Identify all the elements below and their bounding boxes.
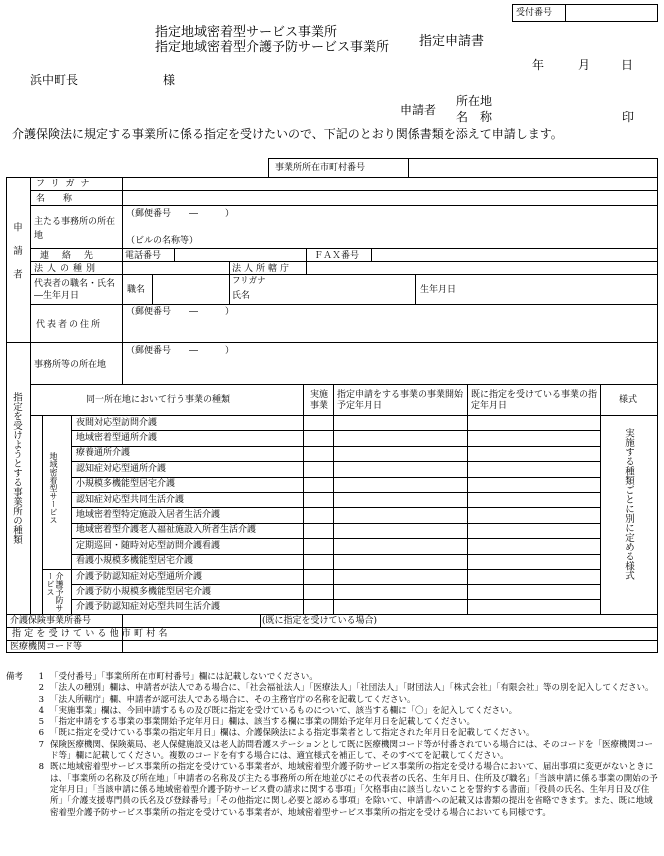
service-row-label: 地域密着型通所介護	[76, 432, 158, 443]
seal-mark: 印	[622, 110, 635, 124]
form-note: 実施する種類ごとに別に定める様式	[623, 428, 634, 580]
service-implementation-cell[interactable]	[304, 539, 333, 553]
note-number: 8	[38, 762, 44, 773]
addressee: 浜中町長	[30, 73, 79, 87]
col-start-header: 指定申請をする事業の事業開始予定年月日	[337, 390, 464, 411]
service-start-cell[interactable]	[334, 539, 467, 553]
notes-section	[6, 672, 658, 819]
service-implementation-cell[interactable]	[304, 508, 333, 522]
main-office-postal: （郵便番号 ― ）	[126, 209, 235, 219]
service-existing-cell[interactable]	[468, 524, 600, 538]
service-implementation-cell[interactable]	[304, 524, 333, 538]
name-label-cell: 名 称	[36, 194, 73, 204]
office-location-input[interactable]	[123, 358, 657, 382]
service-existing-cell[interactable]	[468, 508, 600, 522]
service-start-cell[interactable]	[334, 447, 467, 461]
service-start-cell[interactable]	[334, 462, 467, 476]
rep-address-postal: （郵便番号 ― ）	[126, 307, 235, 317]
service-existing-cell[interactable]	[468, 585, 600, 599]
medical-code-label: 医療機関コード等	[10, 642, 83, 652]
col-service-header: 同一所在地において行う事業の種類	[86, 395, 231, 405]
note-number: 5	[38, 717, 44, 728]
other-municipality-input[interactable]	[123, 628, 657, 640]
service-existing-cell[interactable]	[468, 555, 600, 569]
col-existing-header: 既に指定を受けている事業の指定年月日	[471, 390, 598, 411]
note-number: 4	[38, 705, 44, 716]
note-text: 保険医療機関、保険薬局、老人保健施設又は老人訪問看護ステーションとして既に医療機関コード等が付番されている場合には、そのコードを「医療機関コード等」欄に記載してください。複数のコードを有する場合には、適宜様式を補正して、そのすべてを記載してください。	[50, 739, 653, 762]
insurance-number-input[interactable]	[123, 615, 259, 627]
service-row-label: 介護予防認知症対応型共同生活介護	[76, 601, 221, 612]
corp-type-label: 法人の種別	[34, 264, 100, 274]
corp-type-input[interactable]	[123, 262, 228, 274]
rep-furigana-label: フリガナ	[232, 276, 266, 286]
service-implementation-cell[interactable]	[304, 585, 333, 599]
service-start-cell[interactable]	[334, 508, 467, 522]
insurance-number-label: 介護保険事業所番号	[10, 616, 92, 626]
service-implementation-cell[interactable]	[304, 600, 333, 614]
service-row-label: 介護予防認知症対応型通所介護	[76, 571, 203, 582]
service-implementation-cell[interactable]	[304, 416, 333, 430]
note-number: 6	[38, 728, 44, 739]
note-item	[6, 672, 658, 683]
service-start-cell[interactable]	[334, 493, 467, 507]
name-label: 名 称	[456, 110, 493, 124]
notes-indent	[6, 695, 36, 706]
person-name-label: 氏名	[232, 291, 251, 301]
service-existing-cell[interactable]	[468, 462, 600, 476]
phone-input[interactable]	[175, 249, 305, 261]
group1-label: 地域密着型サービス	[49, 452, 58, 524]
service-implementation-cell[interactable]	[304, 493, 333, 507]
service-implementation-cell[interactable]	[304, 462, 333, 476]
medical-code-input[interactable]	[123, 641, 657, 653]
service-row-label: 認知症対応型通所介護	[76, 463, 167, 474]
applicant-label: 申請者	[400, 103, 437, 117]
service-row-label: 療養通所介護	[76, 448, 131, 459]
note-item	[6, 740, 658, 763]
rep-address-label: 代表者の住所	[36, 320, 103, 330]
note-text: 既に地域密着型サービス事業所の指定を受けている事業者が、地域密着型介護予防サービス事業所の指定を受ける場合において、届出事項に変更がないときには、「事業所の名称及び所在地」「申請者の名称及び主たる事務所の所在地並びにその代表者の氏名、生年月日、住所及び職名」「当該申請に係る事業の開始の予定年月日」「当該申請に係る地域密着型介護予防サービス費の請求に関する事項」「欠格事由に該当しないことを誓約する書面」「役員の氏名、生年月日及び住所」「介護支援専門員の氏名及び登録番号」「その他指定に関し必要と認める事項」を除いて、申請書への記載又は書類の提出を省略できます。また、既に地域密着型介護予防サービス事業所の指定を受けている事業者が、地域密着型サービス事業所の指定を受ける場合においても同様です。	[50, 762, 658, 818]
note-number: 2	[38, 683, 44, 694]
service-start-cell[interactable]	[334, 600, 467, 614]
authority-label: 法人所轄庁	[232, 264, 293, 274]
note-text: 「法人の種別」欄は、申請者が法人である場合に、「社会福祉法人」「医療法人」「社団法人」「財団法人」「株式会社」「有限会社」等の別を記入してください。	[50, 683, 654, 694]
note-item	[6, 706, 658, 717]
insurance-number-note: (既に指定を受けている場合)	[262, 616, 378, 626]
fax-label: ＦＡＸ番号	[314, 251, 360, 261]
notes-indent	[6, 740, 36, 763]
service-start-cell[interactable]	[334, 431, 467, 445]
notes-indent	[6, 683, 36, 694]
note-number: 1	[38, 672, 44, 682]
service-row-label: 介護予防小規模多機能型居宅介護	[76, 586, 212, 597]
date-month: 月	[578, 58, 591, 72]
note-item	[6, 717, 658, 728]
rep-title-label: 代表者の職名・氏名―生年月日	[34, 279, 116, 301]
receipt-number-label: 受付番号	[516, 8, 553, 18]
service-row-label: 地域密着型特定施設入居者生活介護	[76, 509, 221, 520]
note-item	[6, 728, 658, 739]
other-municipality-label: 指定を受けている他市町村名	[12, 629, 171, 639]
service-start-cell[interactable]	[334, 555, 467, 569]
service-existing-cell[interactable]	[468, 431, 600, 445]
office-location-postal: （郵便番号 ― ）	[126, 346, 235, 356]
note-text: 「指定申請をする事業の事業開始予定年月日」欄は、該当する欄に事業の開始予定年月日を記載してください。	[50, 717, 476, 728]
title-line-1: 指定地域密着型サービス事業所	[155, 25, 338, 40]
group2-label: 介護予防サービス	[46, 572, 64, 612]
authority-input[interactable]	[307, 262, 657, 274]
service-row-label: 地域密着型介護老人福祉施設入所者生活介護	[76, 525, 257, 536]
service-start-cell[interactable]	[334, 524, 467, 538]
note-number: 7	[38, 739, 44, 750]
birthdate-label: 生年月日	[420, 285, 457, 295]
honorific: 様	[163, 73, 176, 87]
person-name-input[interactable]	[260, 285, 410, 303]
service-row-label: 定期巡回・随時対応型訪問介護看護	[76, 540, 221, 551]
service-existing-cell[interactable]	[468, 539, 600, 553]
service-row-label: 夜間対応型訪問介護	[76, 417, 158, 428]
col-form-header: 様式	[619, 395, 638, 405]
birthdate-input[interactable]	[480, 275, 657, 304]
post-label: 職名	[127, 285, 146, 295]
service-implementation-cell[interactable]	[304, 447, 333, 461]
service-start-cell[interactable]	[334, 585, 467, 599]
note-text: 「法人所轄庁」欄、申請者が認可法人である場合に、その主務官庁の名称を記載してください。	[50, 694, 416, 705]
service-existing-cell[interactable]	[468, 447, 600, 461]
note-item	[6, 683, 658, 694]
notes-indent	[6, 706, 36, 717]
phone-label: 電話番号	[125, 251, 162, 261]
services-section-label: 指定を受けようとする事業所の種類	[11, 392, 22, 544]
name-input[interactable]	[123, 191, 657, 205]
contact-label: 連 絡 先	[40, 251, 96, 261]
service-implementation-cell[interactable]	[304, 555, 333, 569]
office-location-label: 事務所等の所在地	[34, 360, 107, 370]
service-implementation-cell[interactable]	[304, 570, 333, 584]
rep-address-input[interactable]	[123, 320, 657, 340]
notes-heading: 備考	[6, 672, 24, 682]
note-number: 3	[38, 694, 44, 705]
service-existing-cell[interactable]	[468, 570, 600, 584]
receipt-number-box	[512, 4, 658, 22]
note-item	[6, 695, 658, 706]
col-implementation-header: 実施事業	[309, 390, 328, 411]
note-text: 「既に指定を受けている事業の指定年月日」欄は、介護保険法による指定事業者として指定された年月日を記載してください。	[50, 728, 535, 739]
address-label: 所在地	[456, 94, 493, 108]
date-day: 日	[621, 58, 634, 72]
municipality-number-label: 事業所所在市町村番号	[275, 163, 366, 173]
date-year: 年	[532, 58, 545, 72]
service-existing-cell[interactable]	[468, 600, 600, 614]
furigana-input[interactable]	[123, 178, 657, 190]
service-implementation-cell[interactable]	[304, 478, 333, 492]
service-existing-cell[interactable]	[468, 416, 600, 430]
title-line-2: 指定地域密着型介護予防サービス事業所	[155, 40, 390, 55]
service-start-cell[interactable]	[334, 570, 467, 584]
service-existing-cell[interactable]	[468, 493, 600, 507]
intro-text: 介護保険法に規定する事業所に係る指定を受けたいので、下記のとおり関係書類を添えて申請します。	[12, 127, 563, 141]
title-suffix: 指定申請書	[419, 34, 485, 49]
note-text: 「実施事業」欄は、今回申請するもの及び既に指定を受けているものについて、該当する欄に「〇」を記入してください。	[50, 705, 518, 716]
applicant-section-label: 申請者	[11, 222, 22, 293]
service-row-label: 小規模多機能型居宅介護	[76, 479, 176, 490]
fax-input[interactable]	[372, 249, 657, 261]
notes-indent	[6, 728, 36, 739]
note-item	[6, 762, 658, 818]
furigana-label: フリガナ	[36, 179, 96, 189]
service-start-cell[interactable]	[334, 416, 467, 430]
service-row-label: 看護小規模多機能型居宅介護	[76, 556, 194, 567]
notes-indent	[6, 762, 36, 818]
service-existing-cell[interactable]	[468, 478, 600, 492]
service-implementation-cell[interactable]	[304, 431, 333, 445]
main-office-label: 主たる事務所の所在地	[34, 217, 116, 241]
service-start-cell[interactable]	[334, 478, 467, 492]
service-row-label: 認知症対応型共同生活介護	[76, 494, 185, 505]
notes-indent	[6, 717, 36, 728]
main-office-building: （ビルの名称等）	[126, 236, 199, 246]
main-office-input[interactable]	[123, 220, 657, 234]
post-input[interactable]	[153, 275, 228, 304]
note-text: 「受付番号」「事業所所在市町村番号」欄には記載しないでください。	[50, 672, 318, 682]
